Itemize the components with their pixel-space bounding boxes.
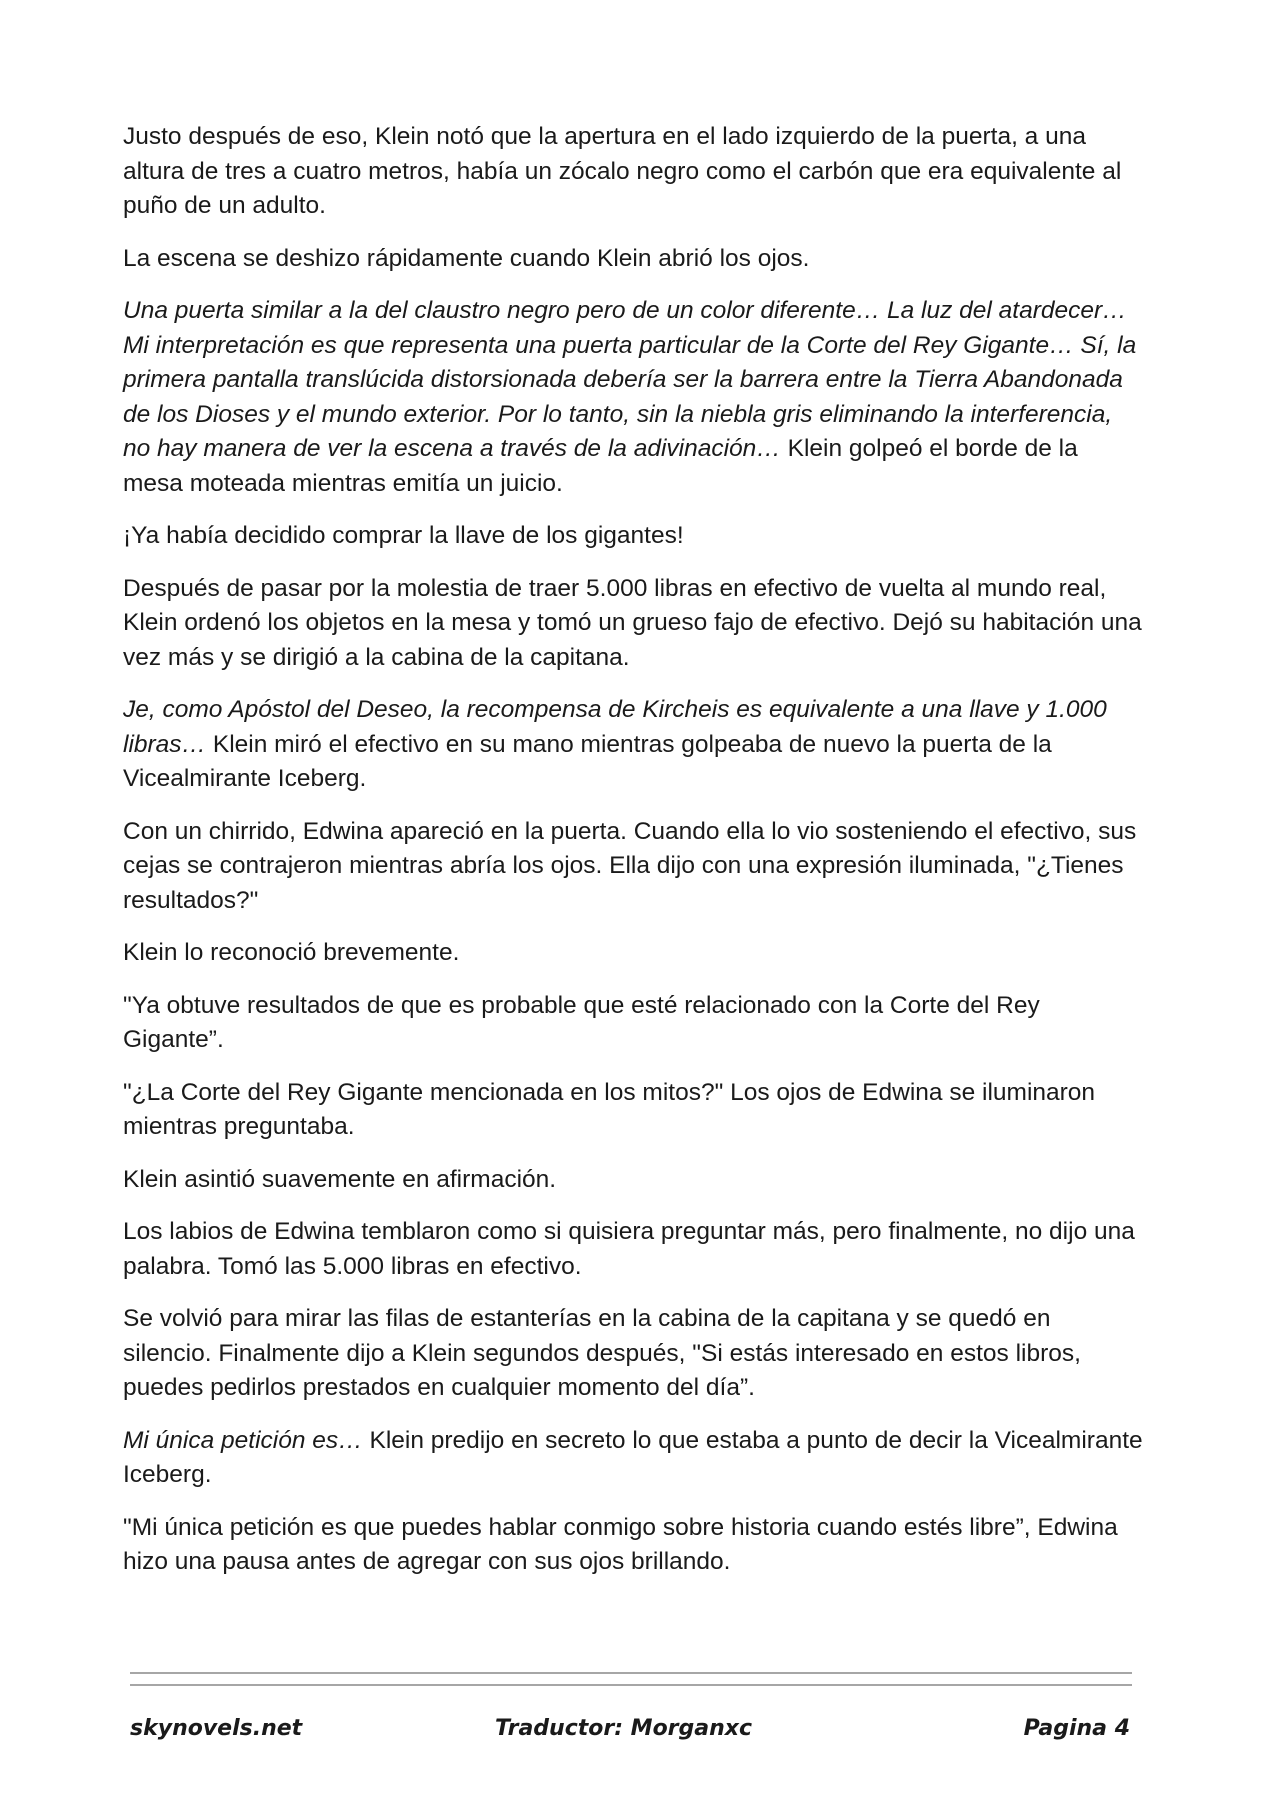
- text: "Mi única petición es que puedes hablar conmigo sobre historia cuando estés libre”, Edwina hizo una pausa antes de agregar con sus ojos brillando.: [123, 1513, 1118, 1575]
- text: La escena se deshizo rápidamente cuando Klein abrió los ojos.: [123, 244, 810, 272]
- text: "Ya obtuve resultados de que es probable que esté relacionado con la Corte del Rey Gigante”.: [123, 991, 1040, 1053]
- text: Klein miró el efectivo en su mano mientras golpeaba de nuevo la puerta de la Vicealmirante Iceberg.: [123, 730, 1052, 792]
- page-body: [123, 120, 1143, 1598]
- paragraph: [123, 936, 1143, 971]
- paragraph: [123, 519, 1143, 554]
- paragraph: [123, 242, 1143, 277]
- paragraph: [123, 989, 1143, 1058]
- italic-text: Una puerta similar a la del claustro negro pero de un color diferente… La luz del atardecer… Mi interpretación es que representa una puerta particular de la Corte del Rey Gigante… Sí, la primera pantalla translúcida distorsionada debería ser la barrera entre la Tierra Abandonada de los Dioses y el mundo exterior. Por lo tanto, sin la niebla gris eliminando la interferencia, no hay manera de ver la escena a través de la adivinación…: [123, 297, 1137, 462]
- text: Con un chirrido, Edwina apareció en la puerta. Cuando ella lo vio sosteniendo el efectivo, sus cejas se contrajeron mientras abría los ojos. Ella dijo con una expresión iluminada, "¿Tienes resultados?": [123, 817, 1137, 914]
- page-footer: [130, 1716, 1130, 1752]
- paragraph: [123, 1511, 1143, 1580]
- paragraph: [123, 815, 1143, 919]
- paragraph: [123, 1215, 1143, 1284]
- italic-text: Mi única petición es…: [123, 1426, 363, 1454]
- paragraph: [123, 1163, 1143, 1198]
- paragraph: [123, 693, 1143, 797]
- paragraph: [123, 1424, 1143, 1493]
- footer-divider-bottom: [130, 1684, 1132, 1686]
- text: Los labios de Edwina temblaron como si quisiera preguntar más, pero finalmente, no dijo una palabra. Tomó las 5.000 libras en efectivo.: [123, 1218, 1135, 1280]
- italic-text: Je, como Apóstol del Deseo, la recompensa de Kircheis es equivalente a una llave y 1.000 libras…: [123, 696, 1107, 758]
- paragraph: [123, 120, 1143, 224]
- text: Klein lo reconoció brevemente.: [123, 939, 460, 966]
- footer-site-link[interactable]: skynovels.net: [130, 1716, 303, 1741]
- paragraph: [123, 1076, 1143, 1145]
- text: Klein golpeó el borde de la mesa moteada mientras emitía un juicio.: [123, 435, 1078, 497]
- text: Klein asintió suavemente en afirmación.: [123, 1165, 557, 1193]
- text: Justo después de eso, Klein notó que la apertura en el lado izquierdo de la puerta, a una altura de tres a cuatro metros, había un zócalo negro como el carbón que era equivalente al puño de un adulto.: [123, 123, 1122, 219]
- paragraph: [123, 294, 1143, 501]
- paragraph: [123, 572, 1143, 676]
- text: ¡Ya había decidido comprar la llave de los gigantes!: [123, 522, 684, 549]
- text: Se volvió para mirar las filas de estanterías en la cabina de la capitana y se quedó en silencio. Finalmente dijo a Klein segundos después, "Si estás interesado en estos libros, puedes pedirlos prestados en cualquier momento del día”.: [123, 1305, 1081, 1401]
- footer-translator: Traductor: Morganxc: [495, 1716, 753, 1741]
- footer-divider-top: [130, 1672, 1132, 1674]
- text: Klein predijo en secreto lo que estaba a punto de decir la Vicealmirante Iceberg.: [123, 1426, 1143, 1488]
- footer-page-number: Pagina 4: [1023, 1716, 1130, 1741]
- text: Después de pasar por la molestia de traer 5.000 libras en efectivo de vuelta al mundo real, Klein ordenó los objetos en la mesa y tomó un grueso fajo de efectivo. Dejó su habitación una vez más y se dirigió a la cabina de la capitana.: [123, 574, 1142, 671]
- text: "¿La Corte del Rey Gigante mencionada en los mitos?" Los ojos de Edwina se iluminaron mientras preguntaba.: [123, 1078, 1096, 1140]
- paragraph: [123, 1302, 1143, 1406]
